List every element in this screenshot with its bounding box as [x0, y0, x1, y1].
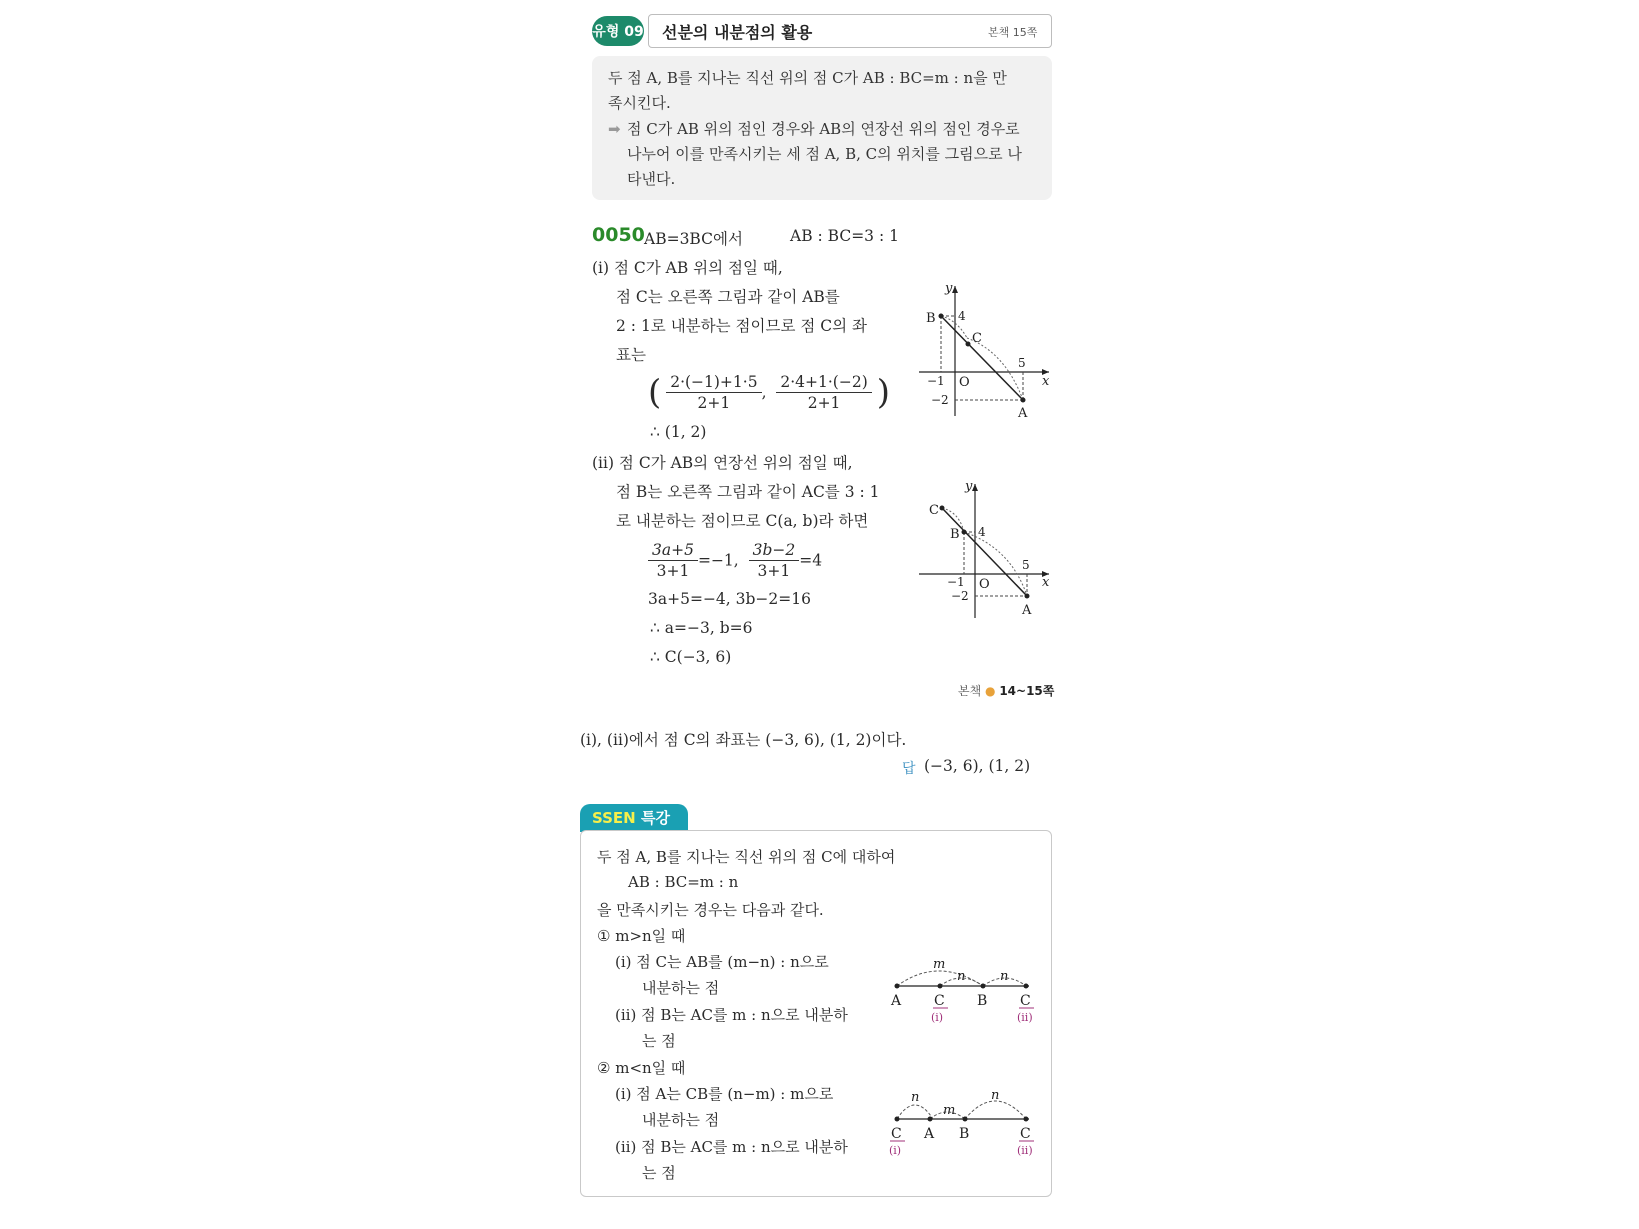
- tick-4: 4: [978, 525, 986, 539]
- sub-label-i: (ⅰ): [931, 1011, 944, 1024]
- y-axis-arrow-icon: [972, 484, 978, 491]
- point-b: [939, 314, 944, 319]
- label-b: B: [950, 527, 960, 542]
- ssen-line-2: AB : BC=m : n: [628, 873, 739, 891]
- answer-icon: 답: [902, 761, 916, 777]
- concept-arrow-line-3: 타낸다.: [627, 170, 676, 188]
- label-y: y: [965, 479, 973, 494]
- tick-4: 4: [958, 309, 966, 323]
- point-c: [966, 342, 971, 347]
- ssen-case2-ii-b: 는 점: [642, 1164, 676, 1182]
- case1-title: (ⅰ) 점 C가 AB 위의 점일 때,: [592, 259, 783, 277]
- y-axis-arrow-icon: [952, 286, 958, 293]
- label-y: y: [945, 281, 953, 296]
- dot-icon: ●: [985, 684, 996, 698]
- tick-5: 5: [1018, 356, 1026, 370]
- arrow-icon: ➡: [608, 120, 621, 138]
- label-c-1: C: [934, 993, 945, 1009]
- diagram-m-less-n: [885, 1083, 1035, 1158]
- segment-ab: [941, 316, 1023, 400]
- problem-number: 0050: [592, 224, 645, 246]
- point-c-1: [938, 984, 943, 989]
- problem-intro-a: AB=3BC에서: [644, 230, 743, 248]
- case2-line-3: 3a+5=−4, 3b−2=16: [648, 590, 811, 608]
- label-n-2: n: [991, 1088, 1000, 1103]
- ssen-case1-i-b: 내분하는 점: [642, 979, 720, 997]
- answer: (−3, 6), (1, 2): [924, 757, 1031, 775]
- arc-n-1: [897, 1105, 933, 1119]
- point-c-1: [895, 1117, 900, 1122]
- label-c-1: C: [891, 1126, 902, 1142]
- case1-result: ∴ (1, 2): [650, 423, 707, 441]
- graph-case1: [915, 280, 1055, 420]
- case1-coordinate-formula: ( $\frac{2\cdot(-1)+1\cdot 5}{2+1}$ , $\frac{2\cdot 4+1\cdot(-2)}{2+1}$ ): [648, 372, 890, 413]
- tick-minus-1: −1: [927, 374, 945, 388]
- ssen-case2-i-b: 내분하는 점: [642, 1111, 720, 1129]
- point-a: [1021, 398, 1026, 403]
- label-a: A: [891, 993, 902, 1009]
- conclusion: (ⅰ), (ⅱ)에서 점 C의 좌표는 (−3, 6), (1, 2)이다.: [580, 731, 907, 749]
- tick-minus-1: −1: [947, 575, 965, 589]
- case2-line-2: 로 내분하는 점이므로 C(a, b)라 하면: [616, 512, 869, 530]
- case2-line-4: ∴ a=−3, b=6: [650, 619, 753, 637]
- point-a: [1025, 594, 1030, 599]
- label-c-2: C: [1020, 1126, 1031, 1142]
- case1-line-1: 점 C는 오른쪽 그림과 같이 AB를: [616, 288, 840, 306]
- sub-label-ii: (ⅱ): [1017, 1011, 1033, 1024]
- label-c: C: [972, 331, 982, 346]
- arc-n-2: [965, 1101, 1026, 1119]
- tick-minus-2: −2: [951, 589, 969, 603]
- case2-line-1: 점 B는 오른쪽 그림과 같이 AC를 3 : 1: [616, 483, 880, 501]
- case1-fraction-y: $\frac{2\cdot 4+1\cdot(-2)}{2+1}$: [776, 372, 871, 413]
- point-b: [962, 530, 967, 535]
- ssen-case1-i-a: (ⅰ) 점 C는 AB를 (m−n) : n으로: [615, 953, 829, 971]
- point-c-2: [1024, 984, 1029, 989]
- point-a: [895, 984, 900, 989]
- case2-fraction-b: $\frac{3b-2}{3+1}$: [749, 540, 800, 581]
- label-origin: O: [959, 375, 970, 390]
- book-page-ref: 본책 ● 14~15쪽: [958, 684, 1055, 698]
- page-title: 선분의 내분점의 활용: [662, 23, 813, 42]
- type-badge: 유형 09: [592, 16, 644, 46]
- case2-fraction-a: $\frac{3a+5}{3+1}$: [648, 540, 698, 581]
- ssen-case1-ii-b: 는 점: [642, 1032, 676, 1050]
- tick-minus-2: −2: [931, 393, 949, 407]
- sub-label-i: (ⅰ): [889, 1144, 902, 1157]
- point-b: [963, 1117, 968, 1122]
- case1-line-2: 2 : 1로 내분하는 점이므로 점 C의 좌: [616, 317, 867, 335]
- problem-intro-b: AB : BC=3 : 1: [790, 227, 899, 245]
- label-b: B: [959, 1126, 970, 1142]
- ssen-case2-i-a: (ⅰ) 점 A는 CB를 (n−m) : m으로: [615, 1085, 834, 1103]
- concept-line-2: 족시킨다.: [608, 94, 671, 112]
- case2-equations: $\frac{3a+5}{3+1}$ =−1, $\frac{3b-2}{3+1}$ =4: [648, 540, 822, 581]
- label-b: B: [926, 311, 936, 326]
- diagram-m-greater-n: [885, 950, 1035, 1025]
- point-c-2: [1024, 1117, 1029, 1122]
- label-origin: O: [979, 577, 990, 592]
- page-ref: 본책 15쪽: [988, 26, 1038, 39]
- label-c-2: C: [1020, 993, 1031, 1009]
- label-n-2: n: [1000, 969, 1009, 984]
- ssen-case1-ii-a: (ⅱ) 점 B는 AC를 m : n으로 내분하: [615, 1006, 848, 1024]
- label-x: x: [1042, 374, 1050, 389]
- concept-arrow-line-1: 점 C가 AB 위의 점인 경우와 AB의 연장선 위의 점인 경우로: [627, 120, 1020, 138]
- label-c: C: [929, 503, 939, 518]
- ssen-line-3: 을 만족시키는 경우는 다음과 같다.: [597, 901, 824, 919]
- label-x: x: [1042, 575, 1050, 590]
- point-c: [940, 506, 945, 511]
- case2-line-5: ∴ C(−3, 6): [650, 648, 732, 666]
- label-n-1: n: [911, 1090, 920, 1105]
- label-n-1: n: [957, 969, 966, 984]
- tick-5: 5: [1022, 558, 1030, 572]
- ssen-case2-ii-a: (ⅱ) 점 B는 AC를 m : n으로 내분하: [615, 1138, 848, 1156]
- graph-case2: [915, 478, 1055, 623]
- label-a: A: [1022, 603, 1032, 618]
- point-b: [981, 984, 986, 989]
- point-a: [928, 1117, 933, 1122]
- label-b: B: [977, 993, 988, 1009]
- label-a: A: [1018, 406, 1028, 420]
- case1-fraction-x: $\frac{2\cdot(-1)+1\cdot 5}{2+1}$: [666, 372, 761, 413]
- sub-label-ii: (ⅱ): [1017, 1144, 1033, 1157]
- label-m: m: [933, 957, 946, 972]
- concept-arrow-line-2: 나누어 이를 만족시키는 세 점 A, B, C의 위치를 그림으로 나: [627, 145, 1022, 163]
- ssen-case1-title: ① m>n일 때: [597, 927, 686, 945]
- case1-line-3: 표는: [616, 346, 646, 364]
- ssen-case2-title: ② m<n일 때: [597, 1059, 686, 1077]
- ssen-line-1: 두 점 A, B를 지나는 직선 위의 점 C에 대하여: [597, 848, 896, 866]
- case2-title: (ⅱ) 점 C가 AB의 연장선 위의 점일 때,: [592, 454, 853, 472]
- ssen-tab: SSEN 특강: [580, 804, 688, 832]
- label-a: A: [924, 1126, 935, 1142]
- label-m: m: [943, 1103, 956, 1118]
- concept-line-1: 두 점 A, B를 지나는 직선 위의 점 C가 AB : BC=m : n을 만: [608, 69, 1007, 87]
